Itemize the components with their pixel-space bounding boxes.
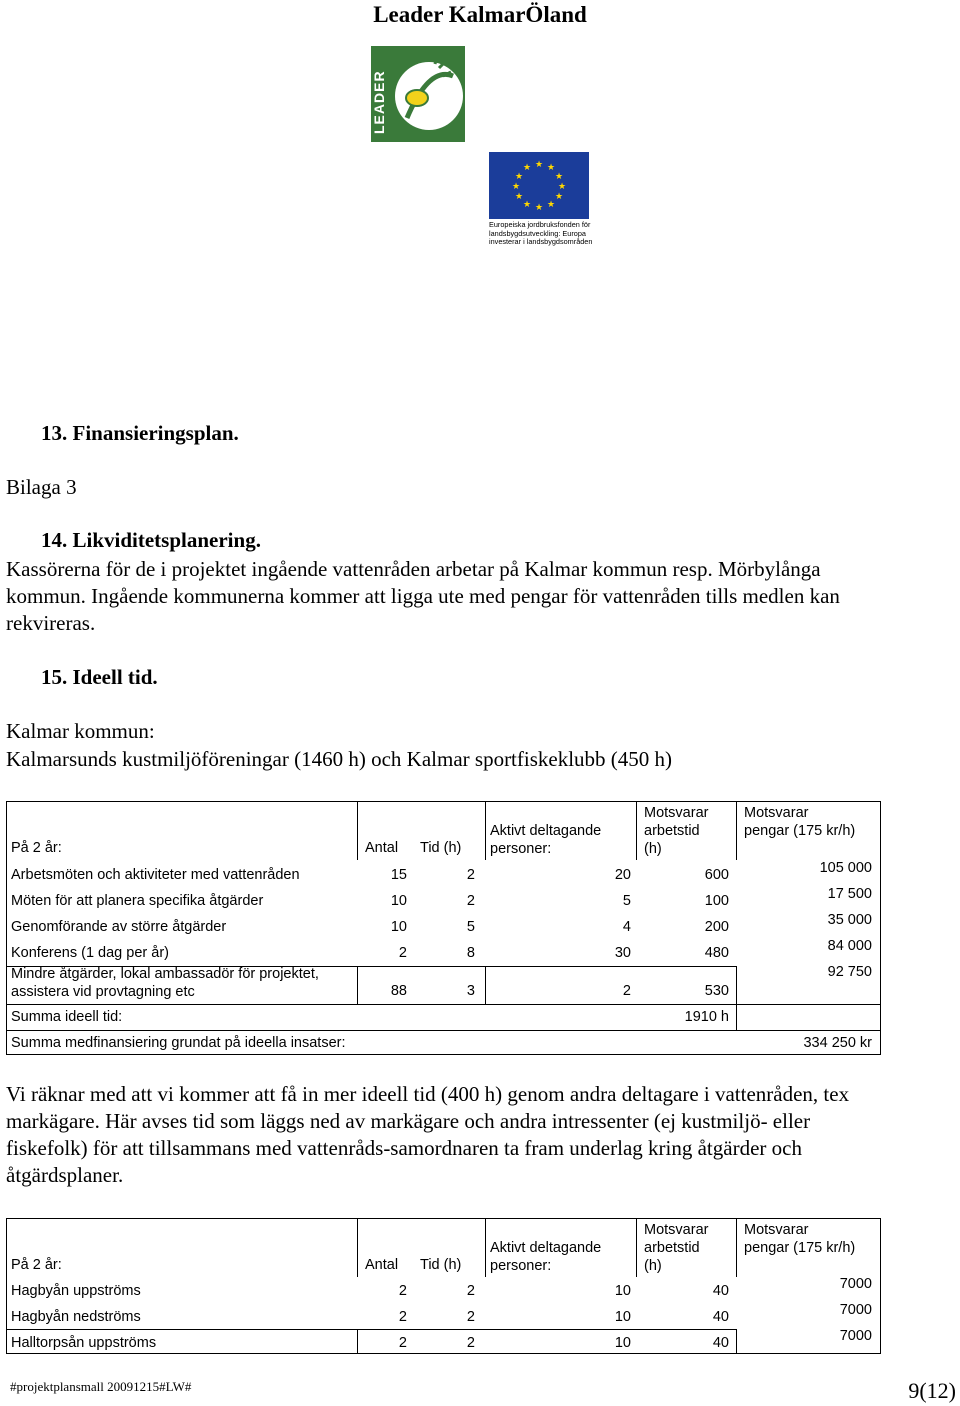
eu-flag-logo xyxy=(489,152,589,219)
header-line: Motsvarar xyxy=(744,1222,809,1238)
table1-cell-tid: 2 xyxy=(466,867,475,883)
table2-cell-tid: 2 xyxy=(466,1335,475,1351)
footer-template-code: #projektplansmall 20091215#LW# xyxy=(10,1379,192,1394)
table1-cell-personer: 30 xyxy=(614,945,631,961)
table1-cell-personer: 20 xyxy=(614,867,631,883)
text-line: fiskefolk) för att tillsammans med vattenråds-samordnaren ta fram underlag kring åtgärder och xyxy=(6,1136,802,1160)
eu-caption-line: Europeiska jordbruksfonden för xyxy=(489,220,591,229)
table2-header-arbetstid xyxy=(644,1221,708,1275)
table1-cell-arbetstid: 200 xyxy=(704,919,729,935)
svg-text:★: ★ xyxy=(511,182,521,192)
table1-cell-antal: 2 xyxy=(398,945,407,961)
bilaga-label: Bilaga 3 xyxy=(6,475,77,499)
vattendrag-table xyxy=(6,1218,881,1354)
table1-cell-tid: 8 xyxy=(466,945,475,961)
table1-cell-antal: 88 xyxy=(390,983,407,999)
table2-cell-pengar: 7000 xyxy=(839,1276,872,1292)
table2-cell-antal: 2 xyxy=(398,1309,407,1325)
table1-cell-tid: 3 xyxy=(466,983,475,999)
ideell-tid-table xyxy=(6,801,881,1055)
table1-header-arbetstid xyxy=(644,804,708,858)
svg-text:★: ★ xyxy=(554,192,564,202)
table1-row-name: Möten för att planera specifika åtgärder xyxy=(11,893,264,909)
header-line: personer: xyxy=(490,1258,552,1274)
eu-caption-line: landsbygdsutveckling: Europa xyxy=(489,228,586,238)
table2-cell-antal: 2 xyxy=(398,1335,407,1351)
svg-text:★: ★ xyxy=(546,163,556,173)
svg-text:★: ★ xyxy=(534,203,544,213)
table2-row-name: Halltorpsån uppströms xyxy=(11,1335,157,1351)
table2-cell-arbetstid: 40 xyxy=(712,1283,729,1299)
table2-cell-pengar: 7000 xyxy=(839,1302,872,1318)
table1-cell-pengar: 17 500 xyxy=(827,886,872,902)
row-name-line: Mindre åtgärder, lokal ambassadör för projektet, xyxy=(11,966,319,982)
svg-text:★: ★ xyxy=(554,172,564,182)
table2-cell-tid: 2 xyxy=(466,1283,475,1299)
leader-logo-text: LEADER xyxy=(371,70,387,134)
table2-cell-arbetstid: 40 xyxy=(712,1309,729,1325)
summa-medfinansiering-value: 334 250 kr xyxy=(803,1035,872,1051)
table1-cell-antal: 15 xyxy=(390,867,407,883)
table2-cell-personer: 10 xyxy=(614,1283,631,1299)
ideell-tid-paragraph xyxy=(6,1081,960,1189)
svg-text:★: ★ xyxy=(522,200,532,210)
table1-cell-antal: 10 xyxy=(390,893,407,909)
table1-cell-arbetstid: 530 xyxy=(704,983,729,999)
section-14-text xyxy=(6,556,960,637)
text-line: kommun. Ingående kommunerna kommer att ligga ute med pengar för vattenråden tills medlen kan xyxy=(6,584,840,608)
summa-medfinansiering-label: Summa medfinansiering grundat på ideella insatser: xyxy=(11,1035,346,1051)
table1-cell-personer: 5 xyxy=(622,893,631,909)
table1-row-name xyxy=(11,965,319,1001)
table1-cell-arbetstid: 480 xyxy=(704,945,729,961)
page-number: 9(12) xyxy=(908,1378,956,1403)
text-line: åtgärdsplaner. xyxy=(6,1163,124,1187)
table1-row-name: Konferens (1 dag per år) xyxy=(11,945,169,961)
leader-logo xyxy=(371,46,465,142)
table2-header-antal: Antal xyxy=(365,1257,399,1273)
summa-ideell-tid-label: Summa ideell tid: xyxy=(11,1009,123,1025)
header-line: Motsvarar xyxy=(744,805,809,821)
header-line: pengar (175 kr/h) xyxy=(744,823,856,839)
table1-cell-arbetstid: 100 xyxy=(704,893,729,909)
svg-text:★: ★ xyxy=(546,200,556,210)
table1-header-pengar xyxy=(744,804,855,840)
section-14-heading: 14. Likviditetsplanering. xyxy=(41,528,261,552)
text-line: markägare. Här avses tid som läggs ned av markägare och andra intressenter (ej kustmiljö- eller xyxy=(6,1109,811,1133)
header-line: (h) xyxy=(644,1258,662,1274)
table2-header-label: På 2 år: xyxy=(11,1257,62,1273)
section-15-heading: 15. Ideell tid. xyxy=(41,665,158,689)
text-line: Vi räknar med att vi kommer att få in mer ideell tid (400 h) genom andra deltagare i vattenråden, tex xyxy=(6,1082,850,1106)
header-line: Aktivt deltagande xyxy=(490,823,602,839)
eu-caption-line: investerar i landsbygdsområden xyxy=(489,237,593,247)
table1-header-antal: Antal xyxy=(365,840,399,856)
table1-cell-tid: 2 xyxy=(466,893,475,909)
table1-row-name: Arbetsmöten och aktiviteter med vattenråden xyxy=(11,867,300,883)
svg-text:★: ★ xyxy=(534,160,544,170)
table2-row-name: Hagbyån nedströms xyxy=(11,1309,141,1325)
eu-caption xyxy=(489,221,599,247)
summa-ideell-tid-value: 1910 h xyxy=(684,1009,729,1025)
table2-header-aktivt xyxy=(490,1239,601,1275)
table1-cell-pengar: 35 000 xyxy=(827,912,872,928)
header-line: Motsvarar xyxy=(644,1222,709,1238)
header-line: Aktivt deltagande xyxy=(490,1240,602,1256)
table1-cell-arbetstid: 600 xyxy=(704,867,729,883)
svg-text:★: ★ xyxy=(514,172,524,182)
table1-cell-pengar: 92 750 xyxy=(827,964,872,980)
table2-cell-arbetstid: 40 xyxy=(712,1335,729,1351)
table1-cell-personer: 4 xyxy=(622,919,631,935)
table2-header-tid: Tid (h) xyxy=(420,1257,462,1273)
text-line: rekvireras. xyxy=(6,611,96,635)
section-13-heading: 13. Finansieringsplan. xyxy=(41,421,239,445)
table1-cell-personer: 2 xyxy=(622,983,631,999)
table1-header-aktivt xyxy=(490,822,601,858)
header-line: arbetstid xyxy=(644,1240,700,1256)
header-line: pengar (175 kr/h) xyxy=(744,1240,856,1256)
table1-cell-tid: 5 xyxy=(466,919,475,935)
row-name-line: assistera vid provtagning etc xyxy=(11,984,195,1000)
header-line: Motsvarar xyxy=(644,805,709,821)
table1-header-tid: Tid (h) xyxy=(420,840,462,856)
table1-header-label: På 2 år: xyxy=(11,840,62,856)
table1-cell-pengar: 84 000 xyxy=(827,938,872,954)
header-line: personer: xyxy=(490,841,552,857)
svg-text:★: ★ xyxy=(522,163,532,173)
svg-text:★: ★ xyxy=(557,182,567,192)
table2-row-name: Hagbyån uppströms xyxy=(11,1283,141,1299)
table1-row-name: Genomförande av större åtgärder xyxy=(11,919,227,935)
table2-cell-antal: 2 xyxy=(398,1283,407,1299)
table2-cell-pengar: 7000 xyxy=(839,1328,872,1344)
document-header-title: Leader KalmarÖland xyxy=(373,2,587,27)
kalmar-organizations: Kalmarsunds kustmiljöföreningar (1460 h) och Kalmar sportfiskeklubb (450 h) xyxy=(6,747,673,771)
table2-header-pengar xyxy=(744,1221,855,1257)
table2-cell-personer: 10 xyxy=(614,1309,631,1325)
header-line: (h) xyxy=(644,841,662,857)
table1-cell-antal: 10 xyxy=(390,919,407,935)
kalmar-kommun-label: Kalmar kommun: xyxy=(6,719,155,743)
text-line: Kassörerna för de i projektet ingående vattenråden arbetar på Kalmar kommun resp. Mörbylånga xyxy=(6,557,821,581)
table2-cell-personer: 10 xyxy=(614,1335,631,1351)
table2-cell-tid: 2 xyxy=(466,1309,475,1325)
header-line: arbetstid xyxy=(644,823,700,839)
table1-cell-pengar: 105 000 xyxy=(819,860,872,876)
svg-text:★: ★ xyxy=(514,192,524,202)
